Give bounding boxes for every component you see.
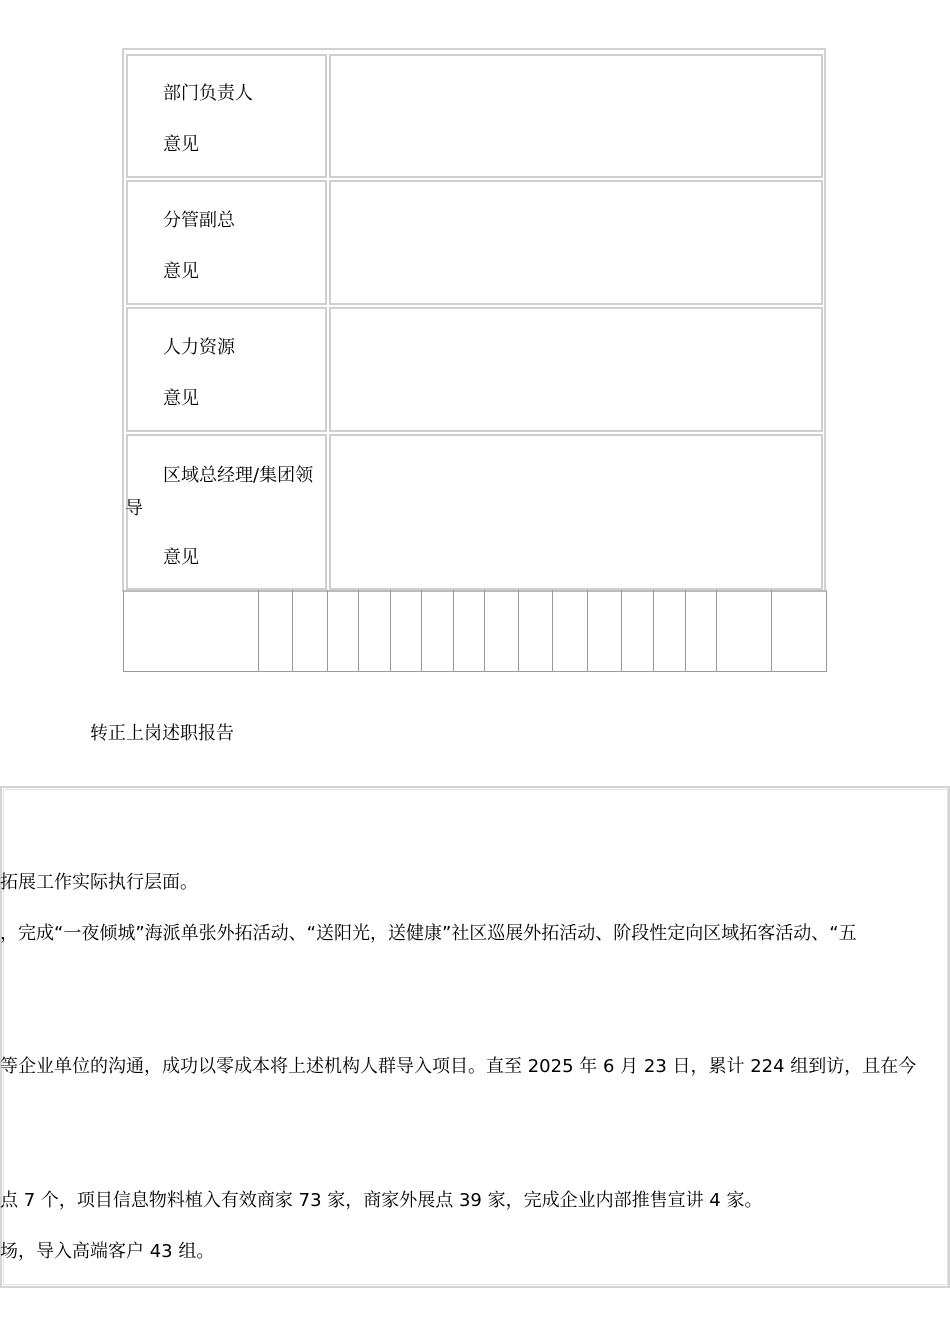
approval-label-regional-gm: 区域总经理/集团领 [163, 465, 314, 486]
approval-label-vp: 分管副总 [163, 210, 235, 231]
approval-label-cell-dept-head [126, 54, 327, 178]
grid-divider [716, 590, 717, 672]
grid-divider [292, 590, 293, 672]
approval-label-cell-vp [126, 180, 327, 305]
approval-opinion-cell-dept-head[interactable] [329, 54, 823, 178]
grid-divider [552, 590, 553, 672]
approval-label-opinion: 意见 [163, 261, 199, 282]
grid-divider [771, 590, 772, 672]
grid-divider [327, 590, 328, 672]
grid-divider [587, 590, 588, 672]
approval-label-opinion: 意见 [163, 547, 199, 568]
report-paragraph: 拓展工作实际执行层面。 [0, 872, 198, 893]
grid-divider [621, 590, 622, 672]
grid-divider [518, 590, 519, 672]
approval-label-cell-hr [126, 307, 327, 432]
grid-divider [358, 590, 359, 672]
approval-opinion-cell-vp[interactable] [329, 180, 823, 305]
approval-label-regional-gm-wrap: 导 [125, 498, 143, 519]
report-text-area [0, 789, 946, 1285]
grid-divider [421, 590, 422, 672]
approval-label-opinion: 意见 [163, 388, 199, 409]
report-paragraph: 点 7 个，项目信息物料植入有效商家 73 家，商家外展点 39 家，完成企业内部推售宣讲 4 家。 [0, 1190, 763, 1211]
approval-label-hr: 人力资源 [163, 337, 235, 358]
approval-opinion-cell-regional-gm[interactable] [329, 434, 823, 590]
report-title: 转正上岗述职报告 [90, 723, 234, 744]
grid-divider [453, 590, 454, 672]
grid-divider [390, 590, 391, 672]
grid-divider [484, 590, 485, 672]
grid-divider [685, 590, 686, 672]
report-paragraph: 等企业单位的沟通，成功以零成本将上述机构人群导入项目。直至 2025 年 6 月 23 日，累计 224 组到访，且在今 [0, 1056, 917, 1077]
grid-divider [653, 590, 654, 672]
report-paragraph: 场，导入高端客户 43 组。 [0, 1241, 215, 1262]
approval-opinion-cell-hr[interactable] [329, 307, 823, 432]
approval-label-opinion: 意见 [163, 134, 199, 155]
approval-label-dept-head: 部门负责人 [163, 83, 253, 104]
grid-divider [258, 590, 259, 672]
empty-grid-row [123, 590, 827, 672]
report-paragraph: ，完成“一夜倾城”海派单张外拓活动、“送阳光，送健康”社区巡展外拓活动、阶段性定向区域拓客活动、“五 [0, 923, 857, 944]
approval-label-cell-regional-gm [126, 434, 327, 590]
